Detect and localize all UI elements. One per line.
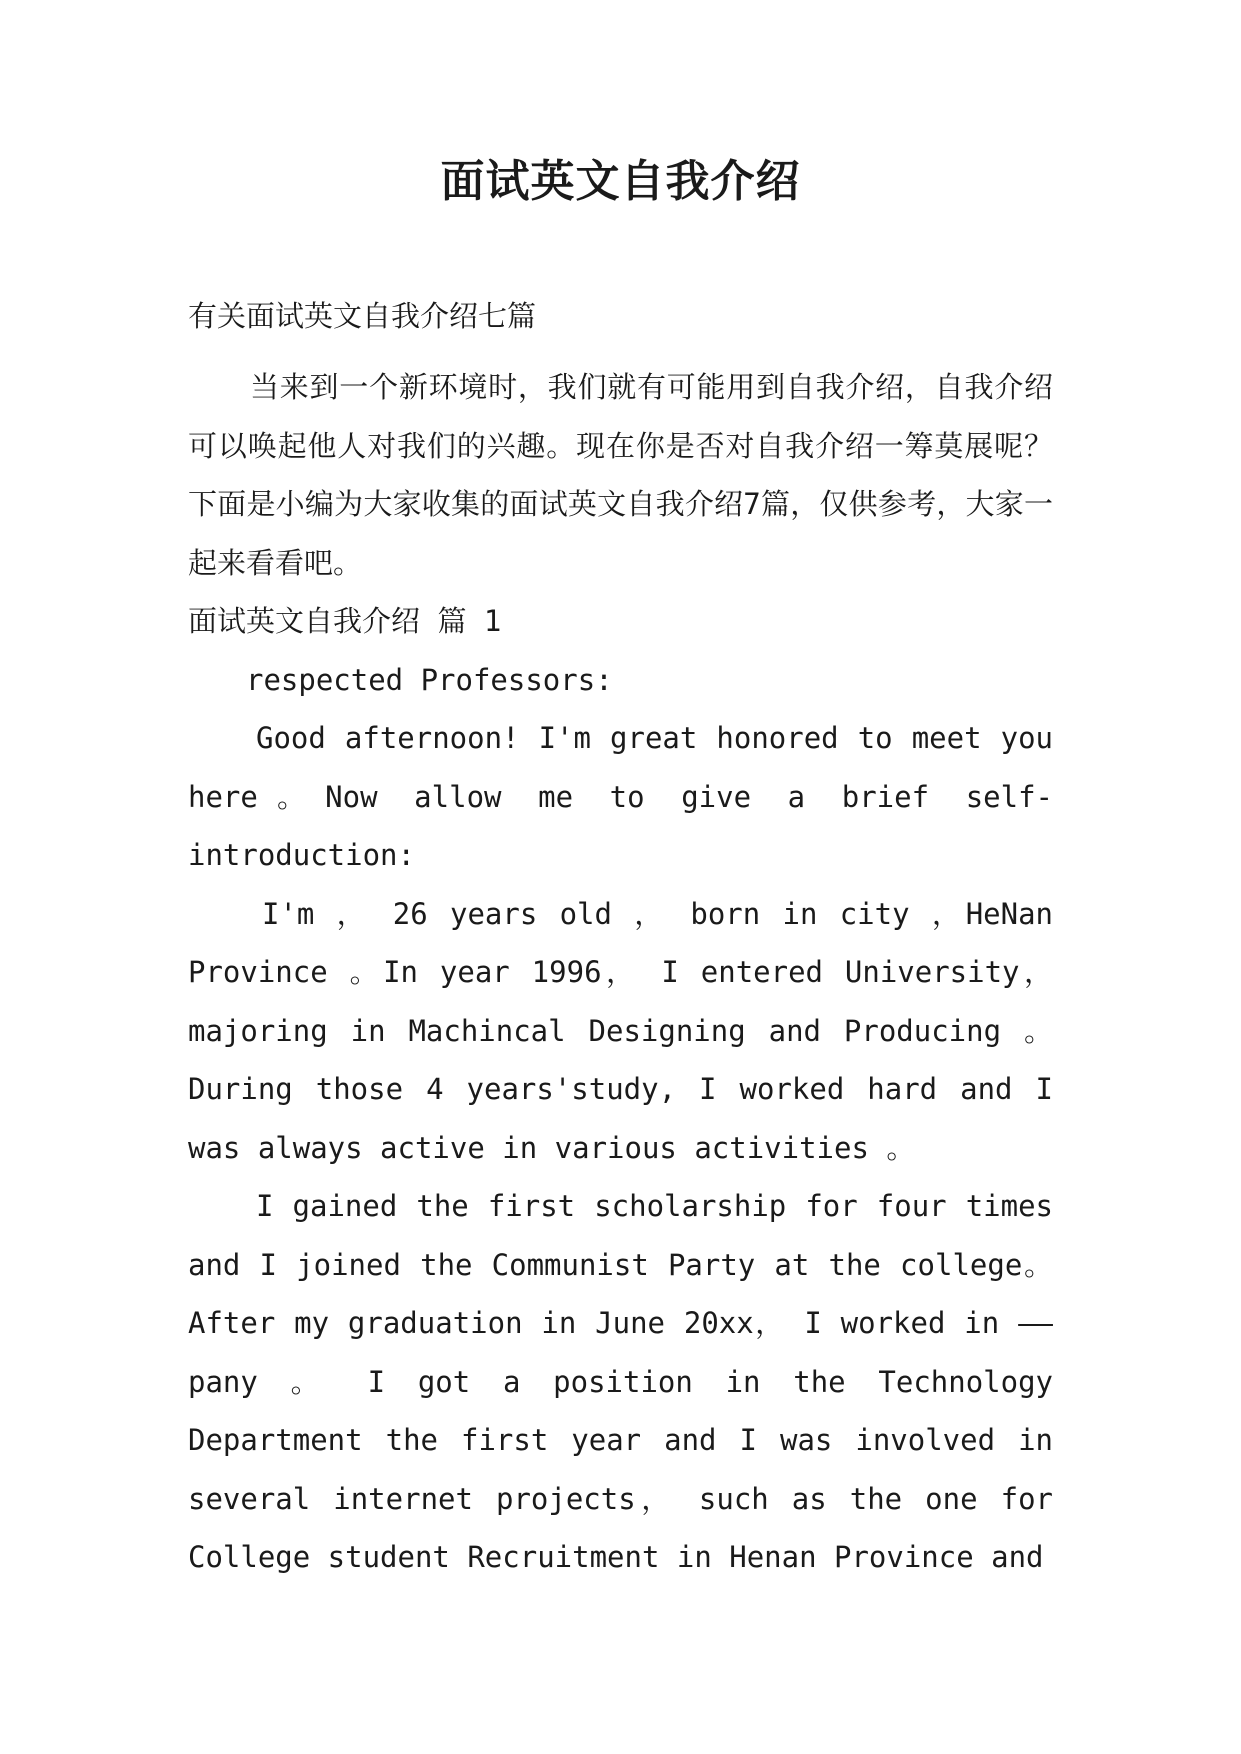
- body-paragraph-1: Good afternoon! I'm great honored to meet you here。Now allow me to give a brief self-introduction:: [188, 721, 1053, 872]
- document-title: 面试英文自我介绍: [440, 156, 801, 207]
- section-heading: 面试英文自我介绍 篇 1: [188, 604, 502, 638]
- intro-paragraph: 当来到一个新环境时，我们就有可能用到自我介绍，自我介绍可以唤起他人对我们的兴趣。现在你是否对自我介绍一筹莫展呢？下面是小编为大家收集的面试英文自我介绍7篇，仅供参考，大家一起来看看吧。: [188, 370, 1053, 580]
- body-paragraph-2: I'm ， 26 years old ， born in city ，HeNan Province 。In year 1996， I entered University， majoring in Machincal Designing and Producing 。During those 4 years'study, I worked hard and I was always active in various activities 。: [188, 896, 1053, 1165]
- document-subtitle: 有关面试英文自我介绍七篇: [188, 299, 537, 333]
- body-paragraph-3: I gained the first scholarship for four times and I joined the Communist Party at the college。After my graduation in June 20xx， I worked in ——pany 。 I got a position in the Technology Department the first year and I was involved in several internet projects， such as the one for College student Recruitment in Henan Province and: [188, 1189, 1053, 1574]
- salutation: respected Professors:: [246, 662, 613, 697]
- document-body: [188, 358, 1053, 1587]
